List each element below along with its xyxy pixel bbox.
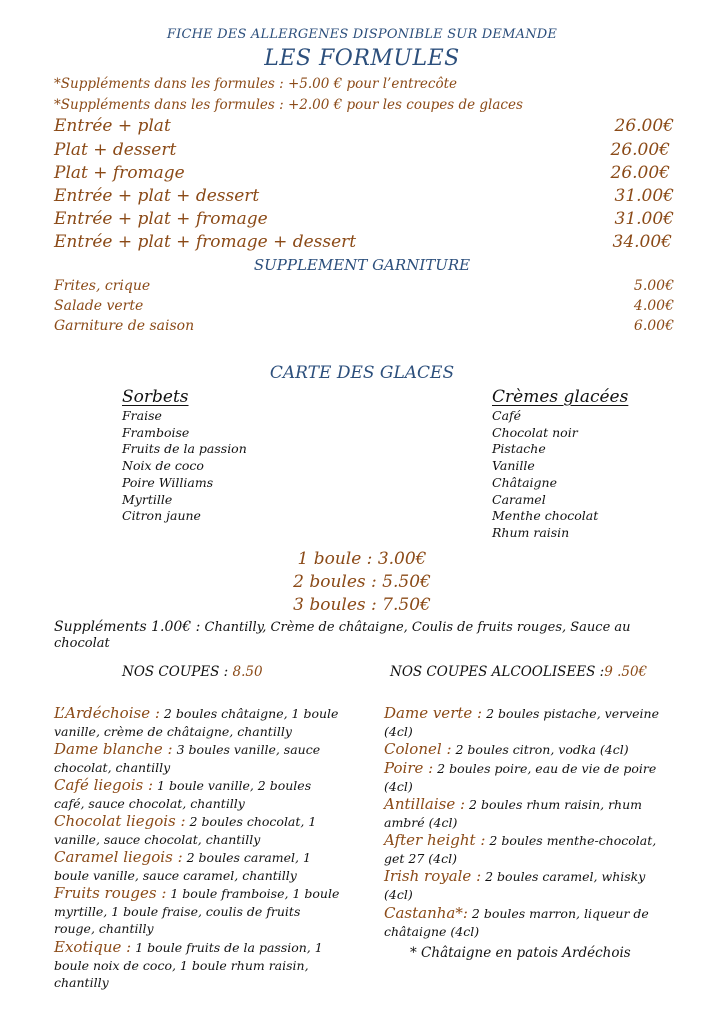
formule-label: Entrée + plat xyxy=(54,116,171,136)
coupe-name: Dame verte : xyxy=(384,704,483,722)
coupe-desc: 1 boule vanille, 2 boules café, sauce chocolat, chantilly xyxy=(54,778,312,811)
scoop-price-2: 2 boules : 5.50€ xyxy=(293,572,431,592)
garniture-label: Garniture de saison xyxy=(54,318,195,334)
coupe-name: Chocolat liegois : xyxy=(54,812,186,830)
coupe-name: Fruits rouges : xyxy=(54,884,167,902)
list-item: Chocolat noir xyxy=(492,424,578,440)
coupe-name: Dame blanche : xyxy=(54,740,173,758)
cremes-list xyxy=(492,408,598,542)
coupes-alcool-heading-price: 9 .50€ xyxy=(604,664,648,680)
list-item: Rhum raisin xyxy=(492,524,570,540)
coupe-item xyxy=(54,939,344,992)
formule-row xyxy=(54,163,674,183)
formule-row xyxy=(54,140,674,160)
coupe-desc: 2 boules rhum raisin, rhum ambré (4cl) xyxy=(384,797,643,830)
sorbets-list xyxy=(122,408,247,525)
scoop-price-3: 3 boules : 7.50€ xyxy=(293,595,431,615)
list-item: Pistache xyxy=(492,441,546,457)
list-item: Menthe chocolat xyxy=(492,508,599,524)
coupe-desc: 2 boules menthe-chocolat, get 27 (4cl) xyxy=(384,833,657,866)
coupe-desc: 2 boules chocolat, 1 vanille, sauce chocolat, chantilly xyxy=(54,814,317,847)
garniture-row xyxy=(54,318,674,334)
garniture-price: 5.00€ xyxy=(633,278,674,294)
list-item: Fraise xyxy=(122,408,162,423)
formule-label: Plat + dessert xyxy=(54,140,177,160)
coupe-alcool-item xyxy=(384,905,669,940)
glaces-title: CARTE DES GLACES xyxy=(269,363,455,383)
formule-label: Entrée + plat + fromage + dessert xyxy=(54,232,357,252)
coupe-name: L’Ardéchoise : xyxy=(54,704,160,722)
formule-price: 26.00€ xyxy=(614,116,674,136)
coupe-alcool-item xyxy=(384,705,669,740)
formule-label: Entrée + plat + fromage xyxy=(54,209,268,229)
list-item: Vanille xyxy=(492,458,535,474)
formules-title: LES FORMULES xyxy=(264,46,460,71)
garniture-row xyxy=(54,278,674,294)
garniture-title: SUPPLEMENT GARNITURE xyxy=(253,256,471,274)
coupe-desc: 2 boules châtaigne, 1 boule vanille, crème de châtaigne, chantilly xyxy=(54,706,339,739)
formule-row xyxy=(54,232,674,252)
coupe-name: Café liegois : xyxy=(54,776,154,794)
list-item: Café xyxy=(492,408,522,423)
garniture-label: Frites, crique xyxy=(54,278,151,294)
formule-row xyxy=(54,209,674,229)
formule-price: 26.00€ xyxy=(610,140,670,160)
allergen-notice: FICHE DES ALLERGENES DISPONIBLE SUR DEMANDE xyxy=(166,27,558,42)
coupe-desc: 2 boules caramel, whisky (4cl) xyxy=(384,869,646,902)
garniture-price: 6.00€ xyxy=(633,318,674,334)
coupes-alcool-heading-label: NOS COUPES ALCOOLISEES : xyxy=(390,664,605,680)
glaces-supplements xyxy=(54,619,654,652)
formules-supplement-2: *Suppléments dans les formules : +2.00 € pour les coupes de glaces xyxy=(54,97,523,113)
cremes-heading: Crèmes glacées xyxy=(492,387,629,407)
list-item: Citron jaune xyxy=(122,508,201,524)
coupe-item xyxy=(54,849,344,884)
coupe-alcool-item xyxy=(384,832,669,867)
coupe-alcool-item xyxy=(384,760,669,795)
coupes-heading-label: NOS COUPES : xyxy=(122,664,229,680)
coupe-alcool-item xyxy=(384,868,669,903)
coupes-heading-price: 8.50 xyxy=(232,664,263,680)
formule-label: Entrée + plat + dessert xyxy=(54,186,260,206)
formule-row xyxy=(54,116,674,136)
coupe-desc: 2 boules pistache, verveine (4cl) xyxy=(384,706,659,739)
coupe-name: Castanha*: xyxy=(384,904,468,922)
coupe-item xyxy=(54,777,344,812)
list-item: Fruits de la passion xyxy=(122,441,247,457)
list-item: Poire Williams xyxy=(122,474,214,490)
coupe-name: Irish royale : xyxy=(384,867,482,885)
coupe-item xyxy=(54,741,344,776)
coupe-name: Caramel liegois : xyxy=(54,848,183,866)
coupe-desc: 2 boules marron, liqueur de châtaigne (4cl) xyxy=(384,906,649,939)
coupe-name: After height : xyxy=(384,831,486,849)
list-item: Framboise xyxy=(122,424,190,440)
coupe-item xyxy=(54,885,344,938)
formules-supplement-1: *Suppléments dans les formules : +5.00 € pour l’entrecôte xyxy=(54,76,457,92)
formule-price: 31.00€ xyxy=(614,186,674,206)
coupe-alcool-item xyxy=(384,741,669,759)
garniture-row xyxy=(54,298,674,314)
coupe-desc: 1 boule fruits de la passion, 1 boule noix de coco, 1 boule rhum raisin, chantilly xyxy=(54,940,323,990)
coupe-alcool-item xyxy=(384,796,669,831)
coupe-desc: 3 boules vanille, sauce chocolat, chantilly xyxy=(54,742,321,775)
scoop-price-1: 1 boule : 3.00€ xyxy=(297,549,427,569)
coupe-item xyxy=(54,813,344,848)
garniture-price: 4.00€ xyxy=(633,298,674,314)
list-item: Châtaigne xyxy=(492,474,557,490)
chataigne-footnote: * Châtaigne en patois Ardéchois xyxy=(410,945,631,961)
coupes-heading xyxy=(122,664,263,680)
coupe-desc: 1 boule framboise, 1 boule myrtille, 1 boule fraise, coulis de fruits rouge, chantilly xyxy=(54,886,340,936)
coupe-name: Antillaise : xyxy=(384,795,466,813)
coupe-name: Poire : xyxy=(384,759,434,777)
coupe-desc: 2 boules caramel, 1 boule vanille, sauce caramel, chantilly xyxy=(54,850,311,883)
formule-price: 31.00€ xyxy=(614,209,674,229)
coupe-name: Colonel : xyxy=(384,740,452,758)
garniture-label: Salade verte xyxy=(54,298,144,314)
supplements-text: Chantilly, Crème de châtaigne, Coulis de fruits rouges, Sauce au chocolat xyxy=(54,620,631,651)
list-item: Caramel xyxy=(492,491,546,507)
formule-price: 34.00€ xyxy=(612,232,672,252)
sorbets-heading: Sorbets xyxy=(122,387,189,407)
coupe-desc: 2 boules poire, eau de vie de poire (4cl) xyxy=(384,761,657,794)
coupe-desc: 2 boules citron, vodka (4cl) xyxy=(455,742,629,757)
coupes-alcool-heading xyxy=(390,664,647,680)
formule-label: Plat + fromage xyxy=(54,163,185,183)
coupe-item xyxy=(54,705,344,740)
supplements-label: Suppléments 1.00€ : xyxy=(54,619,201,635)
coupe-name: Exotique : xyxy=(54,938,132,956)
formule-row xyxy=(54,186,674,206)
formule-price: 26.00€ xyxy=(610,163,670,183)
list-item: Noix de coco xyxy=(122,458,204,474)
list-item: Myrtille xyxy=(122,491,173,507)
